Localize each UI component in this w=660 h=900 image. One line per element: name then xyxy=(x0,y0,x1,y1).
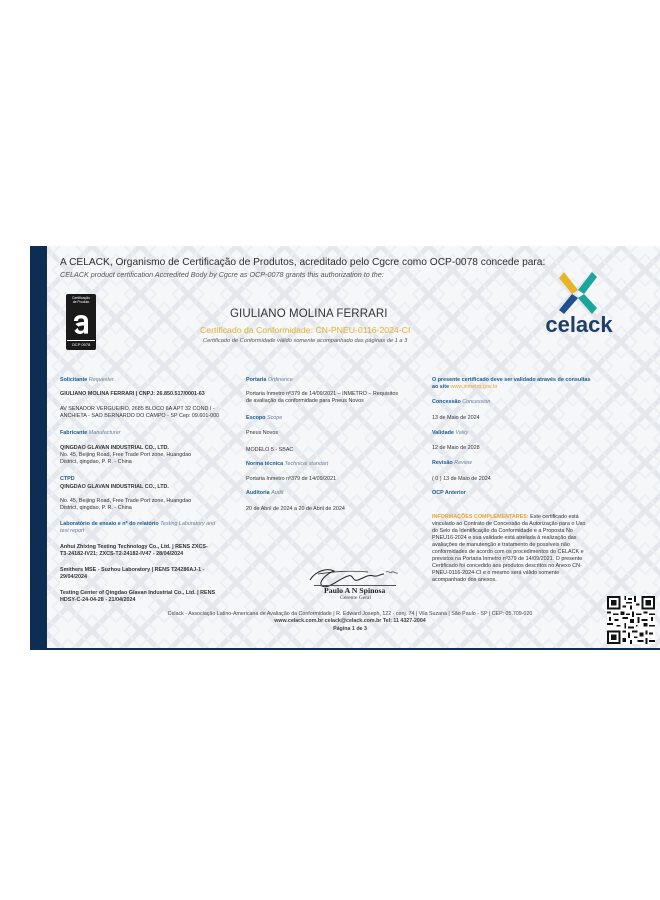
ordinance-label: Portaria Ordinance xyxy=(246,377,293,383)
validate-line2: ao site www.inmetro.gov.br xyxy=(432,384,498,390)
standard-label: Norma técnica Technical standart xyxy=(246,461,329,467)
info-line-5: conformidades de acordo com os procedimentos do CELACK e xyxy=(432,549,584,555)
ocp-badge xyxy=(66,294,96,350)
signatory-name: Paulo A N Spinosa xyxy=(324,586,386,595)
badge-line2: de Produto xyxy=(72,299,90,304)
ctpd-address-1: No. 45, Beijing Road, Free Trade Port zone, Huangdao xyxy=(60,498,192,504)
qr-code[interactable] xyxy=(607,596,655,644)
standard-value: Portaria Inmetro nº379 de 14/09/2021 xyxy=(246,476,337,482)
requester-address-1: AV SENADOR VERGUEIRO, 2685 BLOCO 6A APT 32 COND I - xyxy=(60,406,215,412)
previous-ocp-label: OCP Anterior xyxy=(432,490,466,496)
concession-label: Concessão Concession xyxy=(432,399,491,405)
info-line-8: PNEU-0116-2024-CI e o mesmo será válido somente xyxy=(432,570,560,576)
ctpd-name: QINGDAO GLAVAN INDUSTRIAL CO., LTD. xyxy=(60,484,169,490)
manufacturer-address-2: District, qingdao, P. R. - China xyxy=(60,459,132,465)
celack-wordmark: celack xyxy=(545,312,613,337)
certificate-page xyxy=(30,246,660,650)
lab2-line2: 29/04/2024 xyxy=(60,574,87,580)
scope-value: Pneus Novos xyxy=(246,430,279,436)
scope-label: Escopo Scope xyxy=(246,415,283,421)
info-line-1: vinculado ao Contrato de Concessão da Autorização para o Uso xyxy=(432,521,586,527)
lab1-line2: T3-24182-IV21; ZXCS-T2-24182-IV47 - 28/04/2024 xyxy=(60,551,184,557)
info-line-4: avaliações de manutenção e tratamento de possíveis não xyxy=(432,542,570,548)
manufacturer-address-1: No. 45, Beijing Road, Free Trade Port zone, Huangdao xyxy=(60,452,192,458)
lab-label-en: test report xyxy=(60,528,85,534)
lab3-line2: HDSY-C-24-04-28 - 21/04/2024 xyxy=(60,597,136,603)
info-line-2: do Selo da Identificação da Conformidade e a Proposta No xyxy=(432,528,573,534)
accreditation-a-icon xyxy=(73,313,89,335)
left-navy-stripe xyxy=(30,246,47,650)
ordinance-line1: Portaria Inmetro nº379 de 14/09/2021 – INMETRO – Requisitos xyxy=(246,391,399,397)
requester-name: GIULIANO MOLINA FERRARI | CNPJ: 26.850.517/0001-63 xyxy=(60,391,205,397)
manufacturer-label: Fabricante Manufacturer xyxy=(60,430,121,436)
lab2-line1: Smithers MSE - Suzhou Laboratory | RENS T24286AJ-1 - xyxy=(60,567,205,573)
revision-label: Revisão Review xyxy=(432,460,472,466)
certificate-number: Certificado da Conformidade: CN-PNEU-0116-2024-CI xyxy=(200,325,411,335)
badge-code: OCP 0078 xyxy=(67,340,95,347)
badge-line1: Certificação xyxy=(72,296,90,300)
lab3-line1: Testing Center of Qingdao Glavan Industrial Co., Ltd. | RENS xyxy=(60,590,216,596)
header-text-en: CELACK product certification Accredited Body by Cgcre as OCP-0078 grants this authorization to the: xyxy=(60,270,384,279)
inmetro-link[interactable]: www.inmetro.gov.br xyxy=(450,384,498,390)
lab-label: Laboratório de ensaio e nº do relatório Testing Laboratory and xyxy=(60,521,216,527)
validity-label: Validade Vality xyxy=(432,430,469,436)
info-line-9: acompanhado dos anexos. xyxy=(432,577,497,583)
ctpd-address-2: District, qingdao, P. R. - China xyxy=(60,505,132,511)
audit-value: 20 de Abril de 2024 a 20 de Abril de 2024 xyxy=(246,506,345,512)
requester-address-2: ANCHIETA - SAO BERNARDO DO CAMPO - SP Cep: 09.601-000 xyxy=(60,413,220,419)
validate-line1: O presente certificado deve ser validado através de consultas xyxy=(432,377,591,383)
signatory-role: Gerente Geral xyxy=(340,595,371,601)
revision-value: ( 0 ) 13 de Maio de 2024 xyxy=(432,476,491,482)
lab1-line1: Anhui Zhixing Testing Technology Co., Ltd. | RENS ZXCS- xyxy=(60,544,208,550)
holder-name: GIULIANO MOLINA FERRARI xyxy=(230,308,388,320)
footer-contacts: www.celack.com.br celack@celack.com.br Tel: 11 4327-2004 xyxy=(274,618,426,624)
manufacturer-name: QINGDAO GLAVAN INDUSTRIAL CO., LTD. xyxy=(60,445,169,451)
footer-page-number: Página 1 de 3 xyxy=(333,626,367,632)
header-text-pt: A CELACK, Organismo de Certificação de Produtos, acreditado pelo Cgcre como OCP-0078 concede para: xyxy=(60,257,546,268)
audit-label: Auditoria Audit xyxy=(246,490,284,496)
validity-value: 12 de Maio de 2028 xyxy=(432,445,480,451)
info-line-3: PNEU16-2024 e sua validade está atrelada à realização das xyxy=(432,535,577,541)
info-line-7: Certificado foi concedido aos produtos descritos no Anexo CN- xyxy=(432,563,582,569)
ctpd-label: CTPD xyxy=(60,476,75,482)
info-line-6: previstos na Portaria Inmetro nº379 de 14/09/2021. O presente xyxy=(432,556,583,562)
celack-logo xyxy=(534,268,624,338)
model-value: MODELO 5 - SBAC xyxy=(246,447,294,453)
footer-address: Celack - Associação Latino-Americana de Avaliação da Conformidade | R. Edward Joseph, 122 - conj. 74 | Vila Suzana | São Paulo - SP | CEP: 05.709-020 xyxy=(167,611,533,617)
bottom-navy-line xyxy=(47,648,660,650)
certificate-note: Certificado de Conformidade válido somente acompanhado das páginas de 1 a 3 xyxy=(203,338,408,344)
requester-label: Solicitante Requester xyxy=(60,377,114,383)
concession-value: 13 de Maio de 2024 xyxy=(432,415,480,421)
celack-x-icon xyxy=(559,272,597,314)
ordinance-line2: de avaliação da conformidade para Pneus Novos xyxy=(246,398,364,404)
complementary-info-title: INFORMAÇÕES COMPLEMENTARES: Este certificado está xyxy=(432,514,579,520)
